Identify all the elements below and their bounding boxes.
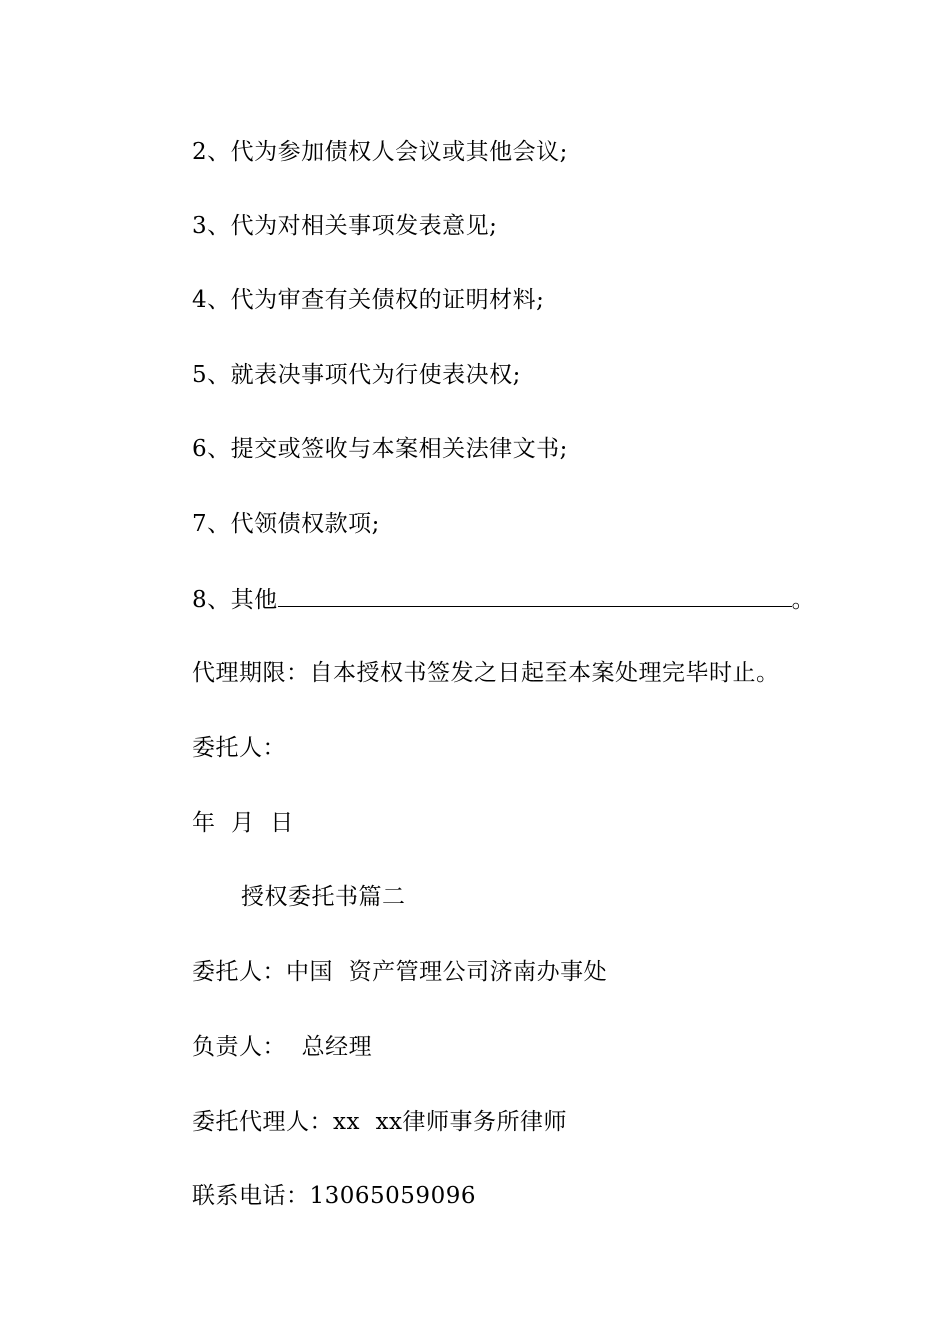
list-item-8-prefix: 8、其他 [192, 587, 278, 613]
list-item-3: 3、代为对相关事项发表意见; [192, 213, 498, 239]
list-item-8 [192, 584, 815, 615]
date-line: 年 月 日 [192, 810, 294, 836]
responsible-person: 负责人： 总经理 [192, 1034, 373, 1060]
fill-in-blank-line [278, 584, 792, 607]
list-item-8-suffix: 。 [791, 587, 816, 613]
principal-2: 委托人：中国 资产管理公司济南办事处 [192, 959, 608, 985]
list-item-6: 6、提交或签收与本案相关法律文书; [192, 436, 568, 462]
list-item-7: 7、代领债权款项; [192, 511, 380, 537]
list-item-4: 4、代为审查有关债权的证明材料; [192, 287, 545, 313]
agency-period: 代理期限：自本授权书签发之日起至本案处理完毕时止。 [192, 660, 780, 686]
list-item-2: 2、代为参加债权人会议或其他会议; [192, 139, 568, 165]
principal-label: 委托人： [192, 735, 286, 761]
section-heading: 授权委托书篇二 [241, 884, 406, 910]
agent: 委托代理人：xx xx律师事务所律师 [192, 1109, 568, 1135]
phone: 联系电话：13065059096 [192, 1183, 476, 1209]
list-item-5: 5、就表决事项代为行使表决权; [192, 362, 521, 388]
